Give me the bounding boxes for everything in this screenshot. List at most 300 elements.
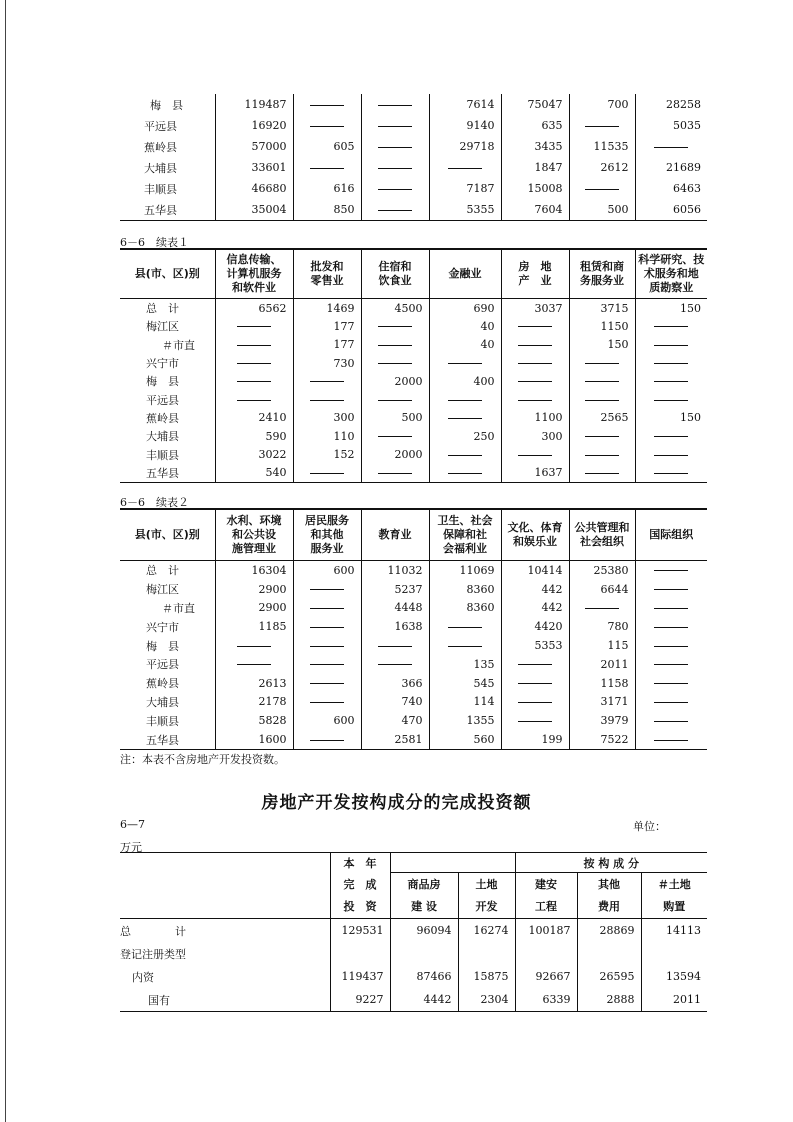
value-cell: 740 bbox=[361, 693, 429, 712]
header-region: 县(市、区)别 bbox=[120, 249, 215, 299]
row-label: 平远县 bbox=[144, 119, 177, 133]
dash-line bbox=[654, 326, 688, 327]
dash-cell bbox=[361, 136, 429, 157]
value-cell: 730 bbox=[293, 354, 361, 372]
dash-line bbox=[378, 105, 412, 106]
value-cell: 33601 bbox=[215, 157, 293, 178]
row-label: 平远县 bbox=[146, 393, 179, 407]
row-label: 梅江区 bbox=[146, 583, 179, 597]
value-cell: 560 bbox=[429, 730, 501, 749]
dash-line bbox=[378, 400, 412, 401]
dash-line bbox=[378, 126, 412, 127]
page-border-line bbox=[5, 0, 6, 1122]
table-row bbox=[120, 655, 707, 674]
table-code: 6—7 bbox=[120, 818, 145, 831]
header-blank bbox=[120, 853, 330, 873]
dash-line bbox=[585, 126, 619, 127]
value-cell: 152 bbox=[293, 445, 361, 463]
dash-line bbox=[654, 363, 688, 364]
table-row bbox=[120, 942, 707, 965]
value-cell: 26595 bbox=[577, 965, 641, 988]
dash-cell bbox=[569, 445, 635, 463]
value-cell: 1638 bbox=[361, 617, 429, 636]
row-label: 五华县 bbox=[146, 466, 179, 480]
value-cell: 600 bbox=[293, 561, 361, 580]
value-cell: 600 bbox=[293, 711, 361, 730]
value-cell: 700 bbox=[569, 94, 635, 115]
value-cell: 2612 bbox=[569, 157, 635, 178]
dash-cell bbox=[429, 445, 501, 463]
dash-line bbox=[654, 147, 688, 148]
header-region: 县(市、区)别 bbox=[120, 509, 215, 561]
dash-line bbox=[448, 363, 482, 364]
dash-cell bbox=[293, 372, 361, 390]
dash-line bbox=[378, 473, 412, 474]
header-bennian-3: 投 资 bbox=[330, 895, 390, 919]
value-cell: 1847 bbox=[501, 157, 569, 178]
table-row bbox=[120, 299, 707, 318]
dash-cell bbox=[361, 115, 429, 136]
header-column: 金融业 bbox=[429, 249, 501, 299]
dash-line bbox=[654, 683, 688, 684]
value-cell: 3171 bbox=[569, 693, 635, 712]
dash-line bbox=[237, 326, 271, 327]
table-row bbox=[120, 178, 707, 199]
value-cell: 300 bbox=[501, 427, 569, 445]
dash-line bbox=[518, 683, 552, 684]
dash-cell bbox=[501, 445, 569, 463]
dash-line bbox=[448, 455, 482, 456]
value-cell: 40 bbox=[429, 336, 501, 354]
dash-line bbox=[310, 168, 344, 169]
dash-line bbox=[654, 455, 688, 456]
table-row bbox=[120, 730, 707, 749]
value-cell: 250 bbox=[429, 427, 501, 445]
dash-cell bbox=[215, 354, 293, 372]
header-col-3b: 工程 bbox=[515, 895, 577, 919]
value-cell: 7522 bbox=[569, 730, 635, 749]
value-cell: 4448 bbox=[361, 599, 429, 618]
header-col-5a: ＃土地 bbox=[641, 873, 707, 895]
dash-cell bbox=[635, 655, 707, 674]
dash-cell bbox=[635, 336, 707, 354]
header-column: 房 地 产 业 bbox=[501, 249, 569, 299]
value-cell: 8360 bbox=[429, 599, 501, 618]
value-cell: 366 bbox=[361, 674, 429, 693]
dash-cell bbox=[501, 711, 569, 730]
dash-cell bbox=[501, 655, 569, 674]
dash-cell bbox=[569, 178, 635, 199]
table-row bbox=[120, 617, 707, 636]
row-label: 梅 县 bbox=[150, 98, 183, 112]
dash-line bbox=[310, 381, 344, 382]
dash-cell bbox=[635, 730, 707, 749]
value-cell: 9140 bbox=[429, 115, 501, 136]
row-label: 平远县 bbox=[146, 658, 179, 672]
row-label: 梅 县 bbox=[146, 639, 179, 653]
value-cell: 10414 bbox=[501, 561, 569, 580]
value-cell: 780 bbox=[569, 617, 635, 636]
header-bennian-2: 完 成 bbox=[330, 873, 390, 895]
value-cell: 2000 bbox=[361, 372, 429, 390]
dash-cell bbox=[293, 115, 361, 136]
dash-line bbox=[310, 105, 344, 106]
value-cell: 6463 bbox=[635, 178, 707, 199]
value-cell: 15008 bbox=[501, 178, 569, 199]
row-label: 大埔县 bbox=[146, 695, 179, 709]
dash-cell bbox=[293, 674, 361, 693]
dash-line bbox=[378, 147, 412, 148]
header-column: 卫生、社会 保障和社 会福利业 bbox=[429, 509, 501, 561]
dash-cell bbox=[501, 354, 569, 372]
value-cell: 1600 bbox=[215, 730, 293, 749]
value-cell: 28869 bbox=[577, 919, 641, 943]
header-column: 租赁和商 务服务业 bbox=[569, 249, 635, 299]
table-row bbox=[120, 409, 707, 427]
table-row bbox=[120, 136, 707, 157]
dash-line bbox=[518, 381, 552, 382]
dash-cell bbox=[361, 94, 429, 115]
header-col-3a: 建安 bbox=[515, 873, 577, 895]
dash-line bbox=[310, 664, 344, 665]
dash-line bbox=[448, 418, 482, 419]
dash-line bbox=[654, 570, 688, 571]
dash-cell bbox=[361, 464, 429, 483]
value-cell: 4420 bbox=[501, 617, 569, 636]
value-cell: 14113 bbox=[641, 919, 707, 943]
value-cell: 150 bbox=[569, 336, 635, 354]
dash-line bbox=[310, 400, 344, 401]
dash-cell bbox=[635, 354, 707, 372]
dash-line bbox=[518, 664, 552, 665]
value-cell: 119437 bbox=[330, 965, 390, 988]
value-cell: 28258 bbox=[635, 94, 707, 115]
row-label: 国有 bbox=[148, 993, 170, 1007]
dash-line bbox=[518, 721, 552, 722]
value-cell: 616 bbox=[293, 178, 361, 199]
dash-line bbox=[585, 400, 619, 401]
table-continuation bbox=[120, 94, 707, 221]
dash-line bbox=[518, 363, 552, 364]
value-cell: 2565 bbox=[569, 409, 635, 427]
dash-cell bbox=[635, 561, 707, 580]
dash-line bbox=[378, 210, 412, 211]
dash-cell bbox=[429, 636, 501, 655]
value-cell: 29718 bbox=[429, 136, 501, 157]
value-cell: 5355 bbox=[429, 199, 501, 221]
dash-cell bbox=[293, 730, 361, 749]
row-label: 五华县 bbox=[144, 203, 177, 217]
value-cell: 1637 bbox=[501, 464, 569, 483]
dash-cell bbox=[293, 693, 361, 712]
dash-cell bbox=[569, 390, 635, 408]
header-col-4a: 其他 bbox=[577, 873, 641, 895]
dash-cell bbox=[361, 199, 429, 221]
value-cell: 9227 bbox=[330, 988, 390, 1012]
dash-line bbox=[310, 126, 344, 127]
value-cell: 35004 bbox=[215, 199, 293, 221]
dash-cell bbox=[215, 317, 293, 335]
dash-line bbox=[378, 664, 412, 665]
row-label: 大埔县 bbox=[146, 430, 179, 444]
value-cell: 2000 bbox=[361, 445, 429, 463]
value-cell: 442 bbox=[501, 599, 569, 618]
value-cell: 2011 bbox=[569, 655, 635, 674]
value-cell: 590 bbox=[215, 427, 293, 445]
dash-cell bbox=[293, 94, 361, 115]
row-label: 蕉岭县 bbox=[146, 411, 179, 425]
header-empty-group bbox=[390, 853, 515, 873]
value-cell: 2011 bbox=[641, 988, 707, 1012]
header-col-4b: 费用 bbox=[577, 895, 641, 919]
header-column: 居民服务 和其他 服务业 bbox=[293, 509, 361, 561]
dash-cell bbox=[215, 372, 293, 390]
dash-cell bbox=[635, 372, 707, 390]
value-cell: 92667 bbox=[515, 965, 577, 988]
value-cell: 75047 bbox=[501, 94, 569, 115]
value-cell: 300 bbox=[293, 409, 361, 427]
dash-line bbox=[310, 740, 344, 741]
row-label: 丰顺县 bbox=[146, 448, 179, 462]
dash-cell bbox=[293, 636, 361, 655]
dash-line bbox=[518, 455, 552, 456]
dash-cell bbox=[215, 390, 293, 408]
table-caption: 6－6 续表１ bbox=[120, 236, 189, 249]
table-row bbox=[120, 199, 707, 221]
value-cell bbox=[458, 942, 515, 965]
dash-cell bbox=[501, 317, 569, 335]
value-cell: 635 bbox=[501, 115, 569, 136]
value-cell: 2304 bbox=[458, 988, 515, 1012]
value-cell: 199 bbox=[501, 730, 569, 749]
dash-line bbox=[518, 702, 552, 703]
table-row bbox=[120, 336, 707, 354]
dash-line bbox=[585, 436, 619, 437]
dash-line bbox=[654, 664, 688, 665]
dash-cell bbox=[635, 136, 707, 157]
dash-line bbox=[448, 627, 482, 628]
dash-cell bbox=[635, 445, 707, 463]
row-label: 总 计 bbox=[146, 564, 179, 578]
dash-line bbox=[654, 608, 688, 609]
dash-cell bbox=[215, 636, 293, 655]
dash-cell bbox=[635, 711, 707, 730]
dash-cell bbox=[635, 427, 707, 445]
value-cell: 114 bbox=[429, 693, 501, 712]
value-cell: 87466 bbox=[390, 965, 458, 988]
header-column: 水利、环境 和公共设 施管理业 bbox=[215, 509, 293, 561]
dash-line bbox=[237, 363, 271, 364]
dash-cell bbox=[635, 599, 707, 618]
dash-line bbox=[237, 664, 271, 665]
dash-line bbox=[378, 436, 412, 437]
row-label: 梅 县 bbox=[146, 375, 179, 389]
table-row bbox=[120, 464, 707, 483]
header-column: 批发和 零售业 bbox=[293, 249, 361, 299]
value-cell: 3715 bbox=[569, 299, 635, 318]
table-row bbox=[120, 94, 707, 115]
dash-cell bbox=[569, 354, 635, 372]
dash-line bbox=[378, 168, 412, 169]
value-cell: 2581 bbox=[361, 730, 429, 749]
dash-line bbox=[237, 646, 271, 647]
dash-line bbox=[654, 381, 688, 382]
value-cell: 5237 bbox=[361, 580, 429, 599]
table-row bbox=[120, 354, 707, 372]
dash-cell bbox=[429, 390, 501, 408]
value-cell: 4500 bbox=[361, 299, 429, 318]
dash-cell bbox=[293, 157, 361, 178]
dash-cell bbox=[361, 157, 429, 178]
value-cell: 6644 bbox=[569, 580, 635, 599]
dash-line bbox=[378, 646, 412, 647]
header-column: 信息传输、 计算机服务 和软件业 bbox=[215, 249, 293, 299]
dash-cell bbox=[293, 464, 361, 483]
value-cell: 3979 bbox=[569, 711, 635, 730]
row-label: 总 计 bbox=[146, 302, 179, 316]
value-cell: 540 bbox=[215, 464, 293, 483]
dash-cell bbox=[293, 599, 361, 618]
dash-line bbox=[585, 381, 619, 382]
value-cell: 605 bbox=[293, 136, 361, 157]
value-cell: 21689 bbox=[635, 157, 707, 178]
value-cell: 13594 bbox=[641, 965, 707, 988]
row-label: 丰顺县 bbox=[144, 182, 177, 196]
row-label: 蕉岭县 bbox=[146, 677, 179, 691]
value-cell: 1185 bbox=[215, 617, 293, 636]
dash-cell bbox=[635, 317, 707, 335]
dash-cell bbox=[293, 655, 361, 674]
value-cell: 3435 bbox=[501, 136, 569, 157]
value-cell: 1469 bbox=[293, 299, 361, 318]
value-cell: 500 bbox=[569, 199, 635, 221]
value-cell: 46680 bbox=[215, 178, 293, 199]
row-label: 内资 bbox=[132, 970, 154, 984]
table-investment-by-composition bbox=[120, 852, 707, 1012]
value-cell: 40 bbox=[429, 317, 501, 335]
dash-cell bbox=[361, 178, 429, 199]
dash-cell bbox=[429, 409, 501, 427]
dash-line bbox=[237, 381, 271, 382]
value-cell: 1355 bbox=[429, 711, 501, 730]
table-note: 注：本表不含房地产开发投资数。 bbox=[120, 753, 285, 766]
value-cell: 6339 bbox=[515, 988, 577, 1012]
table-continued-1 bbox=[120, 248, 707, 483]
value-cell bbox=[577, 942, 641, 965]
row-label: 蕉岭县 bbox=[144, 140, 177, 154]
dash-line bbox=[448, 646, 482, 647]
dash-cell bbox=[429, 354, 501, 372]
dash-line bbox=[518, 326, 552, 327]
value-cell: 470 bbox=[361, 711, 429, 730]
value-cell: 7614 bbox=[429, 94, 501, 115]
unit-label: 单位： bbox=[633, 820, 666, 833]
value-cell: 545 bbox=[429, 674, 501, 693]
dash-cell bbox=[361, 354, 429, 372]
dash-line bbox=[654, 740, 688, 741]
value-cell: 442 bbox=[501, 580, 569, 599]
dash-line bbox=[237, 345, 271, 346]
dash-line bbox=[310, 608, 344, 609]
dash-cell bbox=[501, 372, 569, 390]
value-cell: 150 bbox=[635, 299, 707, 318]
dash-cell bbox=[361, 336, 429, 354]
dash-cell bbox=[635, 580, 707, 599]
value-cell: 119487 bbox=[215, 94, 293, 115]
table-row bbox=[120, 157, 707, 178]
dash-line bbox=[518, 345, 552, 346]
dash-line bbox=[378, 345, 412, 346]
table-row bbox=[120, 427, 707, 445]
dash-line bbox=[585, 473, 619, 474]
table-caption: 6－6 续表２ bbox=[120, 496, 189, 509]
header-col-1a: 商品房 bbox=[390, 873, 458, 895]
dash-line bbox=[585, 608, 619, 609]
dash-line bbox=[378, 189, 412, 190]
value-cell: 7187 bbox=[429, 178, 501, 199]
table-row bbox=[120, 988, 707, 1012]
value-cell: 5035 bbox=[635, 115, 707, 136]
value-cell bbox=[390, 942, 458, 965]
header-column: 国际组织 bbox=[635, 509, 707, 561]
header-column: 教育业 bbox=[361, 509, 429, 561]
table-row bbox=[120, 693, 707, 712]
header-col-1b: 建 设 bbox=[390, 895, 458, 919]
dash-line bbox=[654, 436, 688, 437]
dash-line bbox=[585, 363, 619, 364]
dash-line bbox=[448, 168, 482, 169]
dash-line bbox=[310, 702, 344, 703]
value-cell: 16274 bbox=[458, 919, 515, 943]
value-cell: 850 bbox=[293, 199, 361, 221]
value-cell: 15875 bbox=[458, 965, 515, 988]
value-cell bbox=[330, 942, 390, 965]
row-label: 丰顺县 bbox=[146, 714, 179, 728]
row-label: 总 计 bbox=[120, 924, 186, 938]
dash-cell bbox=[215, 336, 293, 354]
value-cell: 57000 bbox=[215, 136, 293, 157]
table-row bbox=[120, 390, 707, 408]
table-row bbox=[120, 372, 707, 390]
dash-cell bbox=[361, 390, 429, 408]
dash-cell bbox=[429, 157, 501, 178]
value-cell: 6056 bbox=[635, 199, 707, 221]
value-cell: 25380 bbox=[569, 561, 635, 580]
value-cell: 5353 bbox=[501, 636, 569, 655]
dash-cell bbox=[501, 693, 569, 712]
value-cell: 177 bbox=[293, 336, 361, 354]
dash-line bbox=[654, 473, 688, 474]
value-cell: 16304 bbox=[215, 561, 293, 580]
header-group: 按 构 成 分 bbox=[515, 853, 707, 873]
dash-cell bbox=[293, 617, 361, 636]
dash-cell bbox=[635, 390, 707, 408]
value-cell: 2410 bbox=[215, 409, 293, 427]
row-label: 兴宁市 bbox=[146, 357, 179, 371]
value-cell: 2613 bbox=[215, 674, 293, 693]
value-cell: 8360 bbox=[429, 580, 501, 599]
dash-line bbox=[378, 363, 412, 364]
value-cell: 96094 bbox=[390, 919, 458, 943]
dash-line bbox=[654, 702, 688, 703]
table-row bbox=[120, 115, 707, 136]
table-row bbox=[120, 445, 707, 463]
dash-cell bbox=[635, 693, 707, 712]
dash-line bbox=[518, 400, 552, 401]
dash-cell bbox=[501, 674, 569, 693]
dash-cell bbox=[293, 580, 361, 599]
dash-line bbox=[654, 400, 688, 401]
